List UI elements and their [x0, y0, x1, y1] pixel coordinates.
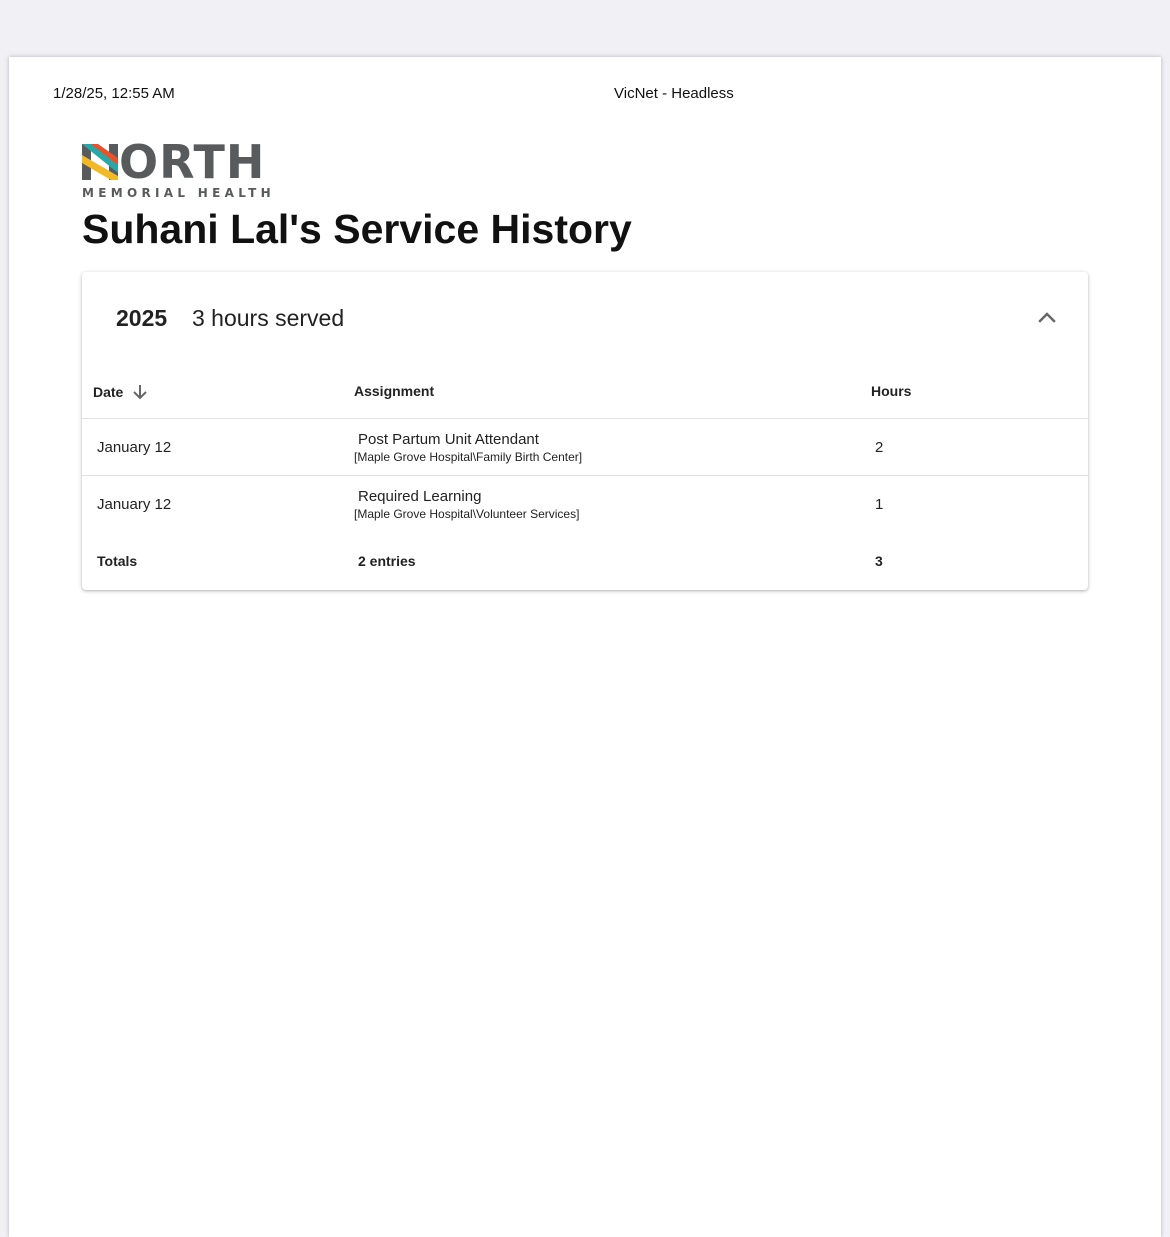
row-date: January 12	[97, 439, 172, 456]
panel-hours-served: 3 hours served	[192, 305, 345, 331]
totals-hours: 3	[875, 553, 883, 569]
row-assignment: Required Learning	[358, 488, 482, 505]
table-row	[82, 476, 1088, 532]
logo-wordmark	[82, 135, 266, 189]
row-location: [Maple Grove Hospital\Family Birth Center]	[354, 450, 583, 464]
panel-header-toggle[interactable]	[82, 272, 1088, 362]
chevron-up-icon[interactable]	[1032, 302, 1062, 332]
north-memorial-logo	[82, 135, 294, 201]
page-heading: Suhani Lal's Service History	[82, 206, 632, 252]
table-row	[82, 419, 1088, 475]
print-datetime: 1/28/25, 12:55 AM	[53, 85, 175, 102]
column-header-hours: Hours	[871, 383, 912, 399]
column-header-date-label: Date	[93, 384, 124, 400]
totals-label: Totals	[97, 553, 138, 569]
logo-tagline: MEMORIAL HEALTH	[82, 186, 276, 200]
logo-n-mark-icon	[82, 143, 118, 181]
column-header-date[interactable]	[93, 383, 149, 401]
logo-wordmark-text: ORTH	[119, 135, 266, 189]
column-header-assignment: Assignment	[354, 383, 435, 399]
row-hours: 2	[875, 439, 884, 456]
arrow-down-icon	[131, 383, 149, 401]
row-assignment: Post Partum Unit Attendant	[358, 431, 539, 448]
totals-entries: 2 entries	[358, 553, 416, 569]
row-hours: 1	[875, 496, 884, 513]
row-location: [Maple Grove Hospital\Volunteer Services]	[354, 507, 580, 521]
panel-year: 2025	[116, 305, 168, 331]
service-year-panel	[82, 272, 1088, 590]
row-date: January 12	[97, 496, 172, 513]
print-page-title: VicNet - Headless	[614, 85, 734, 102]
print-page	[9, 57, 1161, 1237]
